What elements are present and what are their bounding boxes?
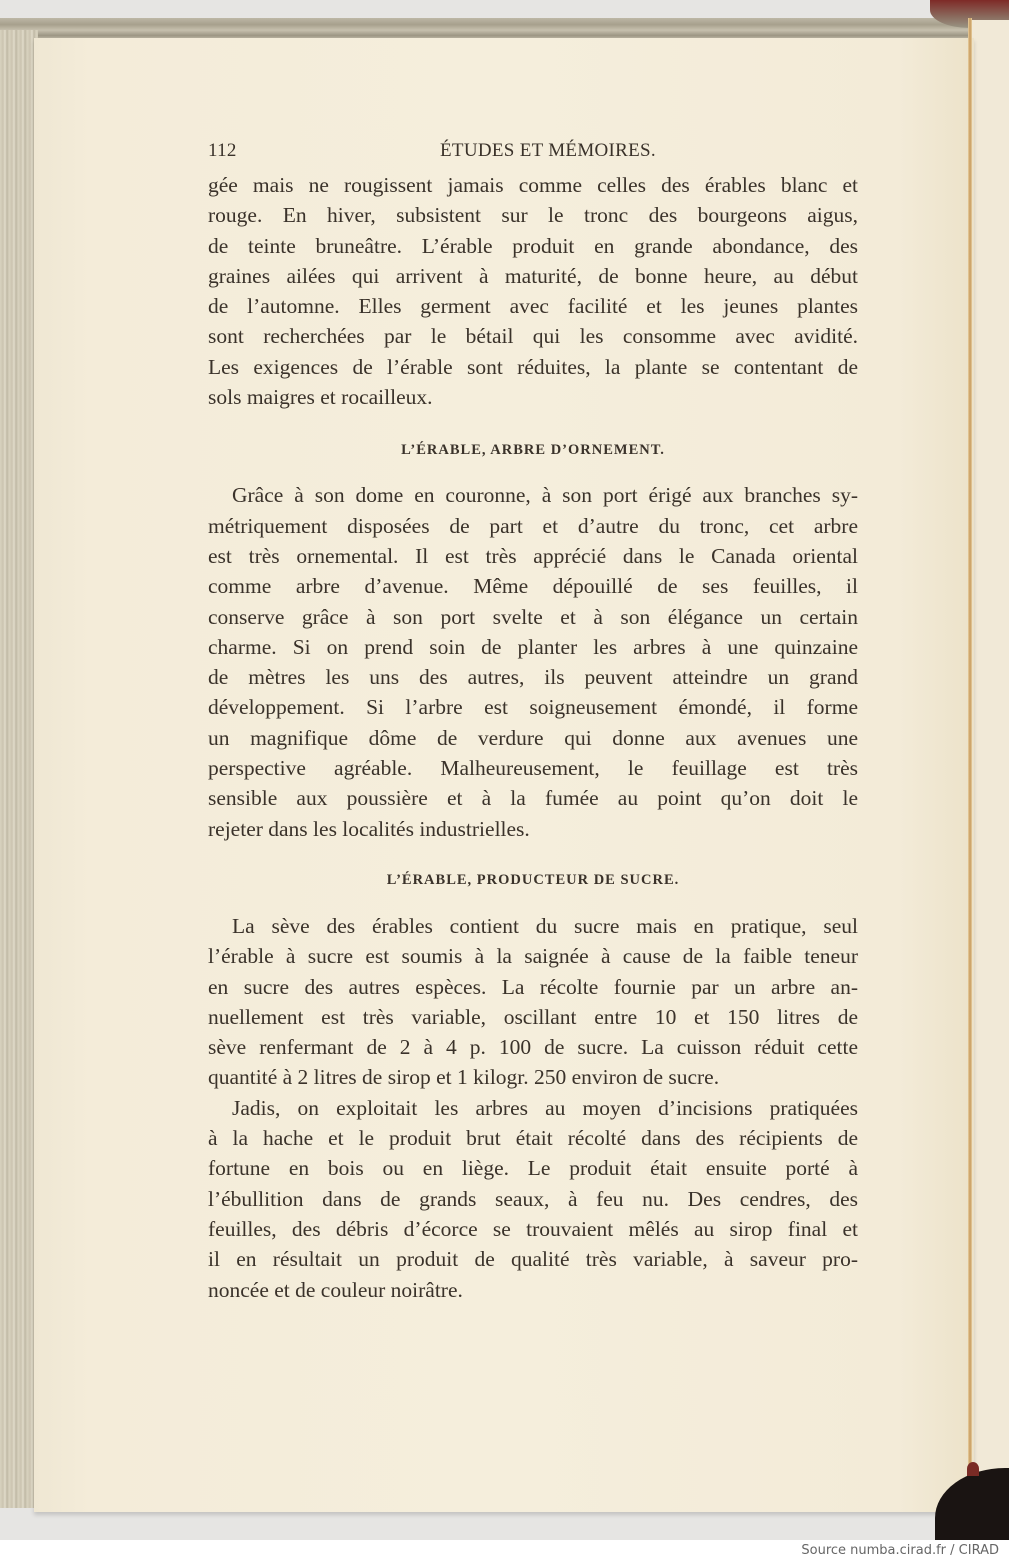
text-line: en sucre des autres espèces. La récolte fournie par un arbre an- [208,974,858,999]
book-top-edge [0,18,975,40]
text-line: perspective agréable. Malheureusement, le feuillage est très [208,756,858,781]
text-line: sève renfermant de 2 à 4 p. 100 de sucre. La cuisson réduit cette [208,1035,858,1060]
text-line: rejeter dans les localités industrielles. [208,816,530,841]
section-heading-ornement: L’ÉRABLE, ARBRE D’ORNEMENT. [401,442,665,459]
text-line: noncée et de couleur noirâtre. [208,1277,463,1302]
text-line: quantité à 2 litres de sirop et 1 kilogr. 250 environ de sucre. [208,1065,720,1090]
text-line: il en résultait un produit de qualité très variable, à saveur pro- [208,1247,858,1272]
text-line: graines ailées qui arrivent à maturité, de bonne heure, au début [208,263,858,288]
text-line: développement. Si l’arbre est soigneusement émondé, il forme [208,695,858,720]
facing-page-edge [972,20,1009,1500]
page-stack-edge [0,30,38,1508]
text-line: l’ébullition dans de grands seaux, à feu nu. Des cendres, des [208,1186,858,1211]
text-line: nuellement est très variable, oscillant entre 10 et 150 litres de [208,1004,858,1029]
page-gutter [968,18,972,1493]
text-line: sensible aux poussière et à la fumée au point qu’on doit le [208,786,858,811]
text-line: gée mais ne rougissent jamais comme celles des érables blanc et [208,173,858,197]
text-line: Grâce à son dome en couronne, à son port érigé aux branches sy- [232,483,858,508]
text-line: à la hache et le produit brut était récolté dans des récipients de [208,1126,858,1151]
text-line: de mètres les uns des autres, ils peuvent atteindre un grand [208,665,858,690]
paragraph [208,480,858,844]
text-line: sols maigres et rocailleux. [208,385,433,410]
text-line: La sève des érables contient du sucre mais en pratique, seul [232,913,858,938]
paragraph [208,1093,858,1305]
text-line: de l’automne. Elles germent avec facilité et les jeunes plantes [208,294,858,319]
running-header [208,140,858,170]
page-text-block [208,140,858,1305]
text-line: conserve grâce à son port svelte et à son élégance un certain [208,604,858,629]
text-line: l’érable à sucre est soumis à la saignée à cause de la faible teneur [208,944,858,969]
text-line: de teinte bruneâtre. L’érable produit en grande abondance, des [208,233,858,258]
text-line: Jadis, on exploitait les arbres au moyen d’incisions pratiquées [232,1095,858,1120]
text-line: charme. Si on prend soin de planter les arbres à une quinzaine [208,634,858,659]
section-heading-sucre: L’ÉRABLE, PRODUCTEUR DE SUCRE. [386,871,680,888]
page-number: 112 [208,140,237,161]
text-line: fortune en bois ou en liège. Le produit était ensuite porté à [208,1156,858,1181]
text-line: comme arbre d’avenue. Même dépouillé de ses feuilles, il [208,574,858,599]
text-line: est très ornemental. Il est très apprécié dans le Canada oriental [208,543,858,568]
text-line: un magnifique dôme de verdure qui donne aux avenues une [208,725,858,750]
text-line: feuilles, des débris d’écorce se trouvaient mêlés au sirop final et [208,1216,858,1241]
paragraph [208,170,858,412]
text-line: rouge. En hiver, subsistent sur le tronc des bourgeons aigus, [208,203,858,228]
paragraph [208,911,858,1093]
running-title: ÉTUDES ET MÉMOIRES. [440,140,656,161]
text-line: Les exigences de l’érable sont réduites, la plante se contentant de [208,354,858,379]
source-credit: Source numba.cirad.fr / CIRAD [801,1543,999,1558]
text-line: métriquement disposées de part et d’autre du tronc, cet arbre [208,513,858,538]
text-line: sont recherchées par le bétail qui les consomme avec avidité. [208,324,858,349]
